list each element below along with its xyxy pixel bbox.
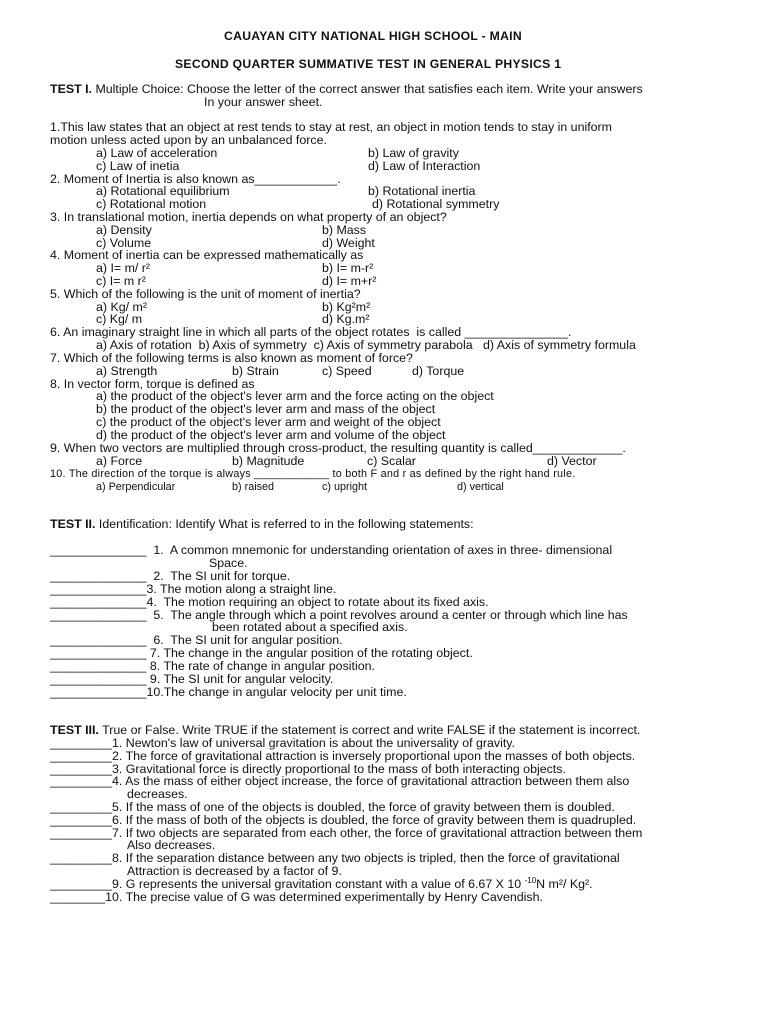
q3-option-d: d) Weight [322,236,375,250]
q4-option-a: a) I= m/ r² [96,261,151,275]
q8-option-b: b) the product of the object's lever arm and mass of the object [96,402,436,416]
question-10-text: 10. The direction of the torque is always ____________ to both F and r as defined by the right hand rule. [50,468,576,480]
q9-option-b: b) Magnitude [232,454,305,468]
school-name: CAUAYAN CITY NATIONAL HIGH SCHOOL - MAIN [224,29,522,43]
q7-option-a: a) Strength [96,364,158,378]
true-false-item-4-cont: decreases. [127,787,188,801]
q10-option-b: b) raised [232,481,275,493]
identification-item-1-cont: Space. [209,556,248,570]
identification-item-10: ______________10.The change in angular velocity per unit time. [50,685,407,699]
q1-option-c: c) Law of inetia [96,159,180,173]
test2-instruction-text: Identification: Identify What is referred to in the following statements: [95,517,474,531]
q7-option-d: d) Torque [412,364,465,378]
q4-option-b: b) I= m-r² [322,261,374,275]
q4-option-c: c) I= m r² [96,274,146,288]
q5-option-c: c) Kg/ m [96,312,143,326]
exponent: -10 [524,875,537,885]
true-false-item-7-cont: Also decreases. [127,838,216,852]
q9-option-a: a) Force [96,454,143,468]
q2-option-d: d) Rotational symmetry [372,197,500,211]
q3-option-a: a) Density [96,223,152,237]
true-false-item-2: _________2. The force of gravitational attraction is inversely proportional upon the masses of both objects. [50,749,636,763]
true-false-item-4: _________4. As the mass of either object increase, the force of gravitational attraction between them also [50,774,630,788]
question-1-text: 1.This law states that an object at rest tends to stay at rest, an object in motion tends to stay in uniform [50,120,612,134]
question-2-text: 2. Moment of Inertia is also known as____________. [50,172,341,186]
q3-option-b: b) Mass [322,223,367,237]
q2-option-b: b) Rotational inertia [368,184,476,198]
true-false-item-5: _________5. If the mass of one of the objects is doubled, the force of gravity between them is doubled. [50,800,615,814]
test3-instruction-text: True or False. Write TRUE if the statement is correct and write FALSE if the statement is incorrect. [98,723,641,737]
q8-option-c: c) the product of the object's lever arm and weight of the object [96,415,441,429]
true-false-item-9-unit: N m²/ Kg². [536,877,593,891]
identification-item-3: ______________3. The motion along a straight line. [50,582,337,596]
q10-option-a: a) Perpendicular [96,481,176,493]
test1-instruction [50,83,643,96]
q7-option-c: c) Speed [322,364,372,378]
q4-option-d: d) I= m+r² [322,274,377,288]
identification-item-5: ______________ 5. The angle through which a point revolves around a center or through which line has [50,608,628,622]
q7-option-b: b) Strain [232,364,279,378]
q3-option-c: c) Volume [96,236,152,250]
test3-label: TEST III. [50,723,99,737]
q5-option-a: a) Kg/ m² [96,300,147,314]
q5-option-b: b) Kg²m² [322,300,371,314]
identification-item-2: ______________ 2. The SI unit for torque. [50,569,291,583]
question-4-text: 4. Moment of inertia can be expressed mathematically as [50,248,364,262]
q8-option-a: a) the product of the object's lever arm and the force acting on the object [96,389,494,403]
test1-instruction-line2: In your answer sheet. [204,95,323,109]
true-false-item-8-cont: Attraction is decreased by a factor of 9. [127,864,342,878]
true-false-item-10: ________10. The precise value of G was determined experimentally by Henry Cavendish. [50,890,543,904]
identification-item-6: ______________ 6. The SI unit for angular position. [50,633,343,647]
test1-label: TEST I. [50,82,92,96]
test2-label: TEST II. [50,517,96,531]
identification-item-5-cont: been rotated about a specified axis. [212,620,408,634]
true-false-item-3: _________3. Gravitational force is directly proportional to the mass of both interacting objects. [50,762,566,776]
q2-option-c: c) Rotational motion [96,197,207,211]
question-8-text: 8. In vector form, torque is defined as [50,377,255,391]
q5-option-d: d) Kg.m² [322,312,370,326]
test1-instruction-text: Multiple Choice: Choose the letter of the correct answer that satisfies each item. Write your answers [92,82,643,96]
q9-option-d: d) Vector [547,454,597,468]
q8-option-d: d) the product of the object's lever arm and volume of the object [96,428,446,442]
q1-option-d: d) Law of Interaction [368,159,481,173]
q2-option-a: a) Rotational equilibrium [96,184,230,198]
identification-item-1: ______________ 1. A common mnemonic for understanding orientation of axes in three- dimensional [50,543,613,557]
test2-instruction [50,518,474,531]
q9-option-c: c) Scalar [367,454,416,468]
question-6-text: 6. An imaginary straight line in which all parts of the object rotates is called _______________. [50,325,572,339]
question-7-text: 7. Which of the following terms is also known as moment of force? [50,351,413,365]
q10-option-c: c) upright [322,481,368,493]
true-false-item-7: _________7. If two objects are separated from each other, the force of gravitational attraction between them [50,826,643,840]
true-false-item-1: _________1. Newton's law of universal gravitation is about the universality of gravity. [50,736,515,750]
true-false-item-6: _________6. If the mass of both of the objects is doubled, the force of gravity between them is quadrupled. [50,813,637,827]
q10-option-d: d) vertical [457,481,504,493]
question-3-text: 3. In translational motion, inertia depends on what property of an object? [50,210,447,224]
question-9-text: 9. When two vectors are multiplied through cross-product, the resulting quantity is called_____________. [50,441,626,455]
question-1-text-cont: motion unless acted upon by an unbalanced force. [50,133,327,147]
true-false-item-8: _________8. If the separation distance between any two objects is tripled, then the force of gravitational [50,851,620,865]
question-5-text: 5. Which of the following is the unit of moment of inertia? [50,287,361,301]
true-false-item-9-text: _________9. G represents the universal gravitation constant with a value of 6.67 X 10 [50,877,525,891]
q1-option-a: a) Law of acceleration [96,146,218,160]
identification-item-9: ______________ 9. The SI unit for angular velocity. [50,672,334,686]
identification-item-8: ______________ 8. The rate of change in angular position. [50,659,375,673]
test-title: SECOND QUARTER SUMMATIVE TEST IN GENERAL PHYSICS 1 [175,57,562,71]
identification-item-7: ______________ 7. The change in the angular position of the rotating object. [50,646,473,660]
identification-item-4: ______________4. The motion requiring an object to rotate about its fixed axis. [50,595,489,609]
q1-option-b: b) Law of gravity [368,146,459,160]
q6-options: a) Axis of rotation b) Axis of symmetry c) Axis of symmetry parabola d) Axis of symmetry formula [96,338,636,352]
